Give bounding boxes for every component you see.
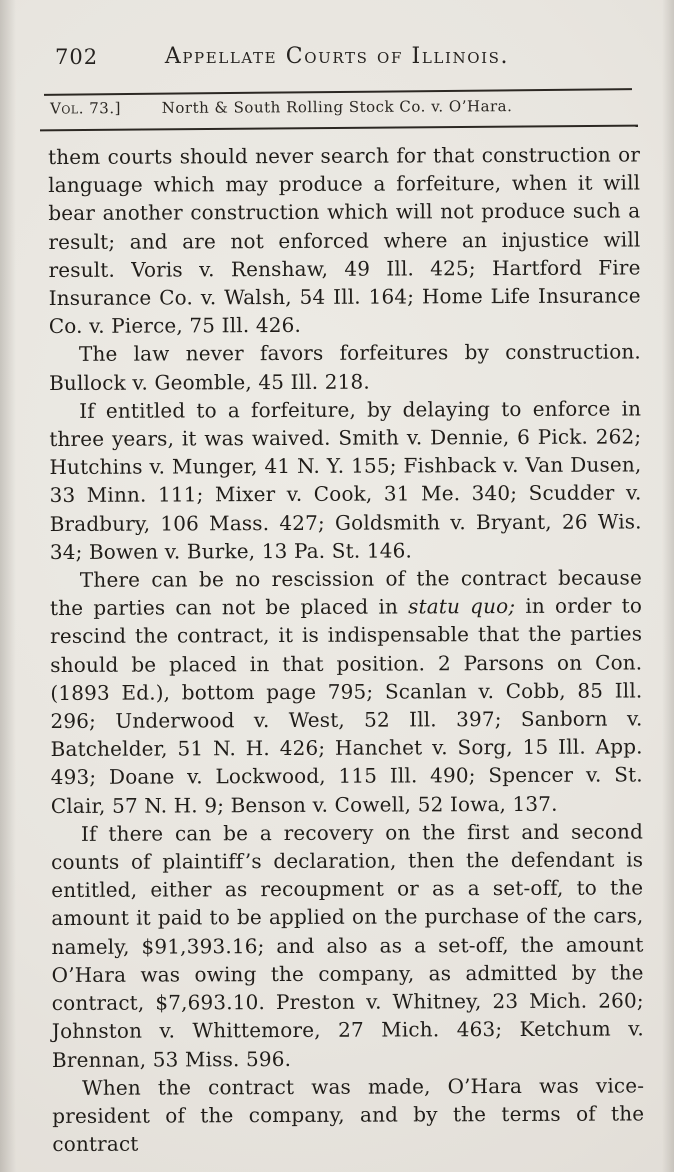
running-header-case-name: North & South Rolling Stock Co. v. O’Hara. xyxy=(161,97,513,117)
body-text xyxy=(48,140,644,1158)
paragraph xyxy=(49,394,642,566)
page-header-title: Appellate Courts of Illinois. xyxy=(164,44,510,69)
page-number: 702 xyxy=(55,45,99,69)
paragraph xyxy=(51,817,644,1073)
paragraph xyxy=(49,338,641,397)
text-segment: When the contract was made, O’Hara was vice-president of the company, and by the terms of the contract xyxy=(52,1073,645,1157)
header-rule-top xyxy=(44,88,632,96)
paragraph xyxy=(52,1071,644,1158)
text-segment: statu quo; xyxy=(408,594,516,619)
text-segment: If there can be a recovery on the first and second counts of plaintiff’s declaration, then the defendant is entitled, either as recoupment or as a set-off, to the amount it paid to be applied on the purchase of the cars, namely, $91,393.16; and also as a set-off, the amount O’Hara was owing the company, as admitted by the contract, $7,693.10. Preston v. Whitney, 23 Mich. 260; Johnston v. Whittemore, 27 Mich. 463; Ketchum v. Brennan, 53 Miss. 596. xyxy=(51,819,644,1072)
header-rule-bottom xyxy=(40,125,638,132)
paragraph xyxy=(48,140,641,340)
running-header xyxy=(0,96,674,118)
text-segment: them courts should never search for that construction or language which may produce a forfeiture, when it will bear another construction which will not produce such a result; and are not enforced where an injustice will result. Voris v. Renshaw, 49 Ill. 425; Hartford Fire Insurance Co. v. Walsh, 54 Ill. 164; Home Life Insurance Co. v. Pierce, 75 Ill. 426. xyxy=(48,142,641,339)
paragraph xyxy=(50,563,643,819)
text-segment: If entitled to a forfeiture, by delaying to enforce in three years, it was waived. Smith v. Dennie, 6 Pick. 262; Hutchins v. Munger, 41 N. Y. 155; Fishback v. Van Dusen, 33 Minn. 111; Mixer v. Cook, 31 Me. 340; Scudder v. Bradbury, 106 Mass. 427; Goldsmith v. Bryant, 26 Wis. 34; Bowen v. Burke, 13 Pa. St. 146. xyxy=(49,396,642,564)
running-header-volume: Vol. 73.] xyxy=(50,99,122,118)
text-segment: The law never favors forfeitures by construction. Bullock v. Geomble, 45 Ill. 218. xyxy=(48,339,641,395)
text-segment: There can be no rescission of the contract because the parties can not be placed in xyxy=(49,565,642,621)
page-header xyxy=(0,44,674,74)
text-segment: in order to rescind the contract, it is indispensable that the parties should be placed in that position. 2 Parsons on Con. (1893 Ed.), bottom page 795; Scanlan v. Cobb, 85 Ill. 296; Underwood v. West, 52 Ill. 397; Sanborn v. Batchelder, 51 N. H. 426; Hanchet v. Sorg, 15 Ill. App. 493; Doane v. Lockwood, 115 Ill. 490; Spencer v. St. Clair, 57 N. H. 9; Benson v. Cowell, 52 Iowa, 137. xyxy=(50,593,643,818)
